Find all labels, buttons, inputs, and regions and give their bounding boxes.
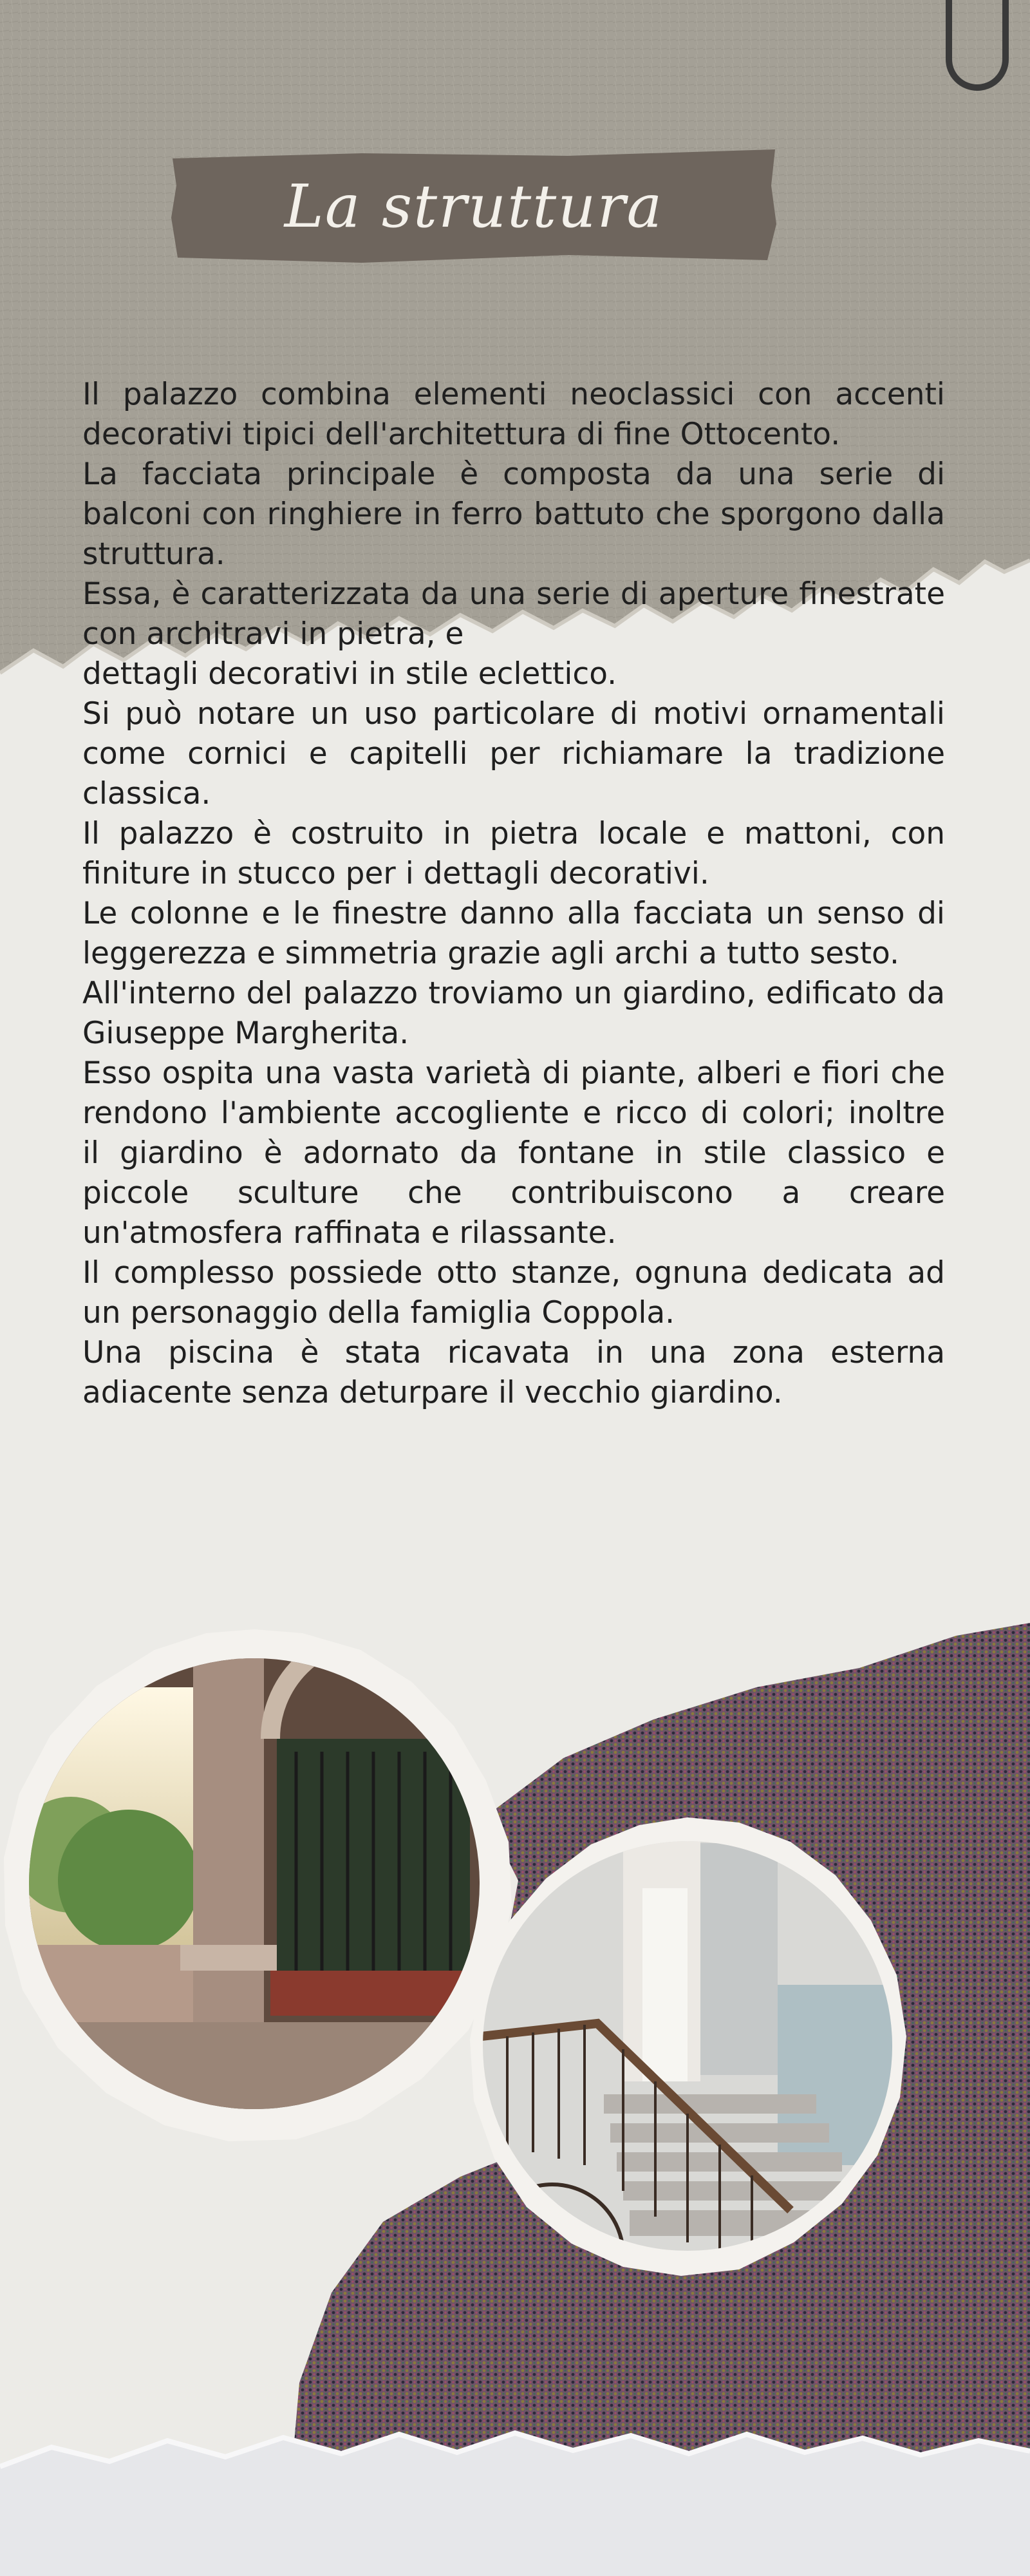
paragraph: Una piscina è stata ricavata in una zona esterna adiacente senza deturpare il vecchio giardino.: [82, 1335, 945, 1410]
paragraph: All'interno del palazzo troviamo un giardino, edificato da Giuseppe Margherita.: [82, 976, 945, 1051]
paperclip-icon: [936, 0, 1013, 98]
paragraph: Esso ospita una vasta varietà di piante, alberi e fiori che rendono l'ambiente accogliente e ricco di colori; inoltre il giardino è adornato da fontane in stile classico e piccole sculture che contribuiscono a creare un'atmosfera raffinata e rilassante.: [82, 1056, 945, 1251]
paragraph: La facciata principale è composta da una serie di balconi con ringhiere in ferro battuto che sporgono dalla struttura.: [82, 457, 945, 572]
paragraph: Le colonne e le finestre danno alla facciata un senso di leggerezza e simmetria grazie agli archi a tutto sesto.: [82, 896, 945, 971]
paragraph: Il complesso possiede otto stanze, ognuna dedicata ad un personaggio della famiglia Coppola.: [82, 1255, 945, 1331]
paragraph: dettagli decorativi in stile eclettico.: [82, 656, 617, 692]
paragraph: Si può notare un uso particolare di motivi ornamentali come cornici e capitelli per richiamare la tradizione classica.: [82, 696, 945, 811]
page-title: La struttura: [284, 171, 664, 241]
garden-portico-photo: [0, 1610, 515, 2151]
body-text: [82, 375, 945, 1413]
paragraph: Essa, è caratterizzata da una serie di aperture finestrate con architravi in pietra, e: [82, 576, 945, 652]
staircase-photo: [456, 1792, 919, 2300]
paragraph: Il palazzo è costruito in pietra locale e mattoni, con finiture in stucco per i dettagli decorativi.: [82, 816, 945, 891]
torn-paper-footer: [0, 2421, 1030, 2576]
paragraph: Il palazzo combina elementi neoclassici con accenti decorativi tipici dell'architettura di fine Ottocento.: [82, 377, 945, 452]
